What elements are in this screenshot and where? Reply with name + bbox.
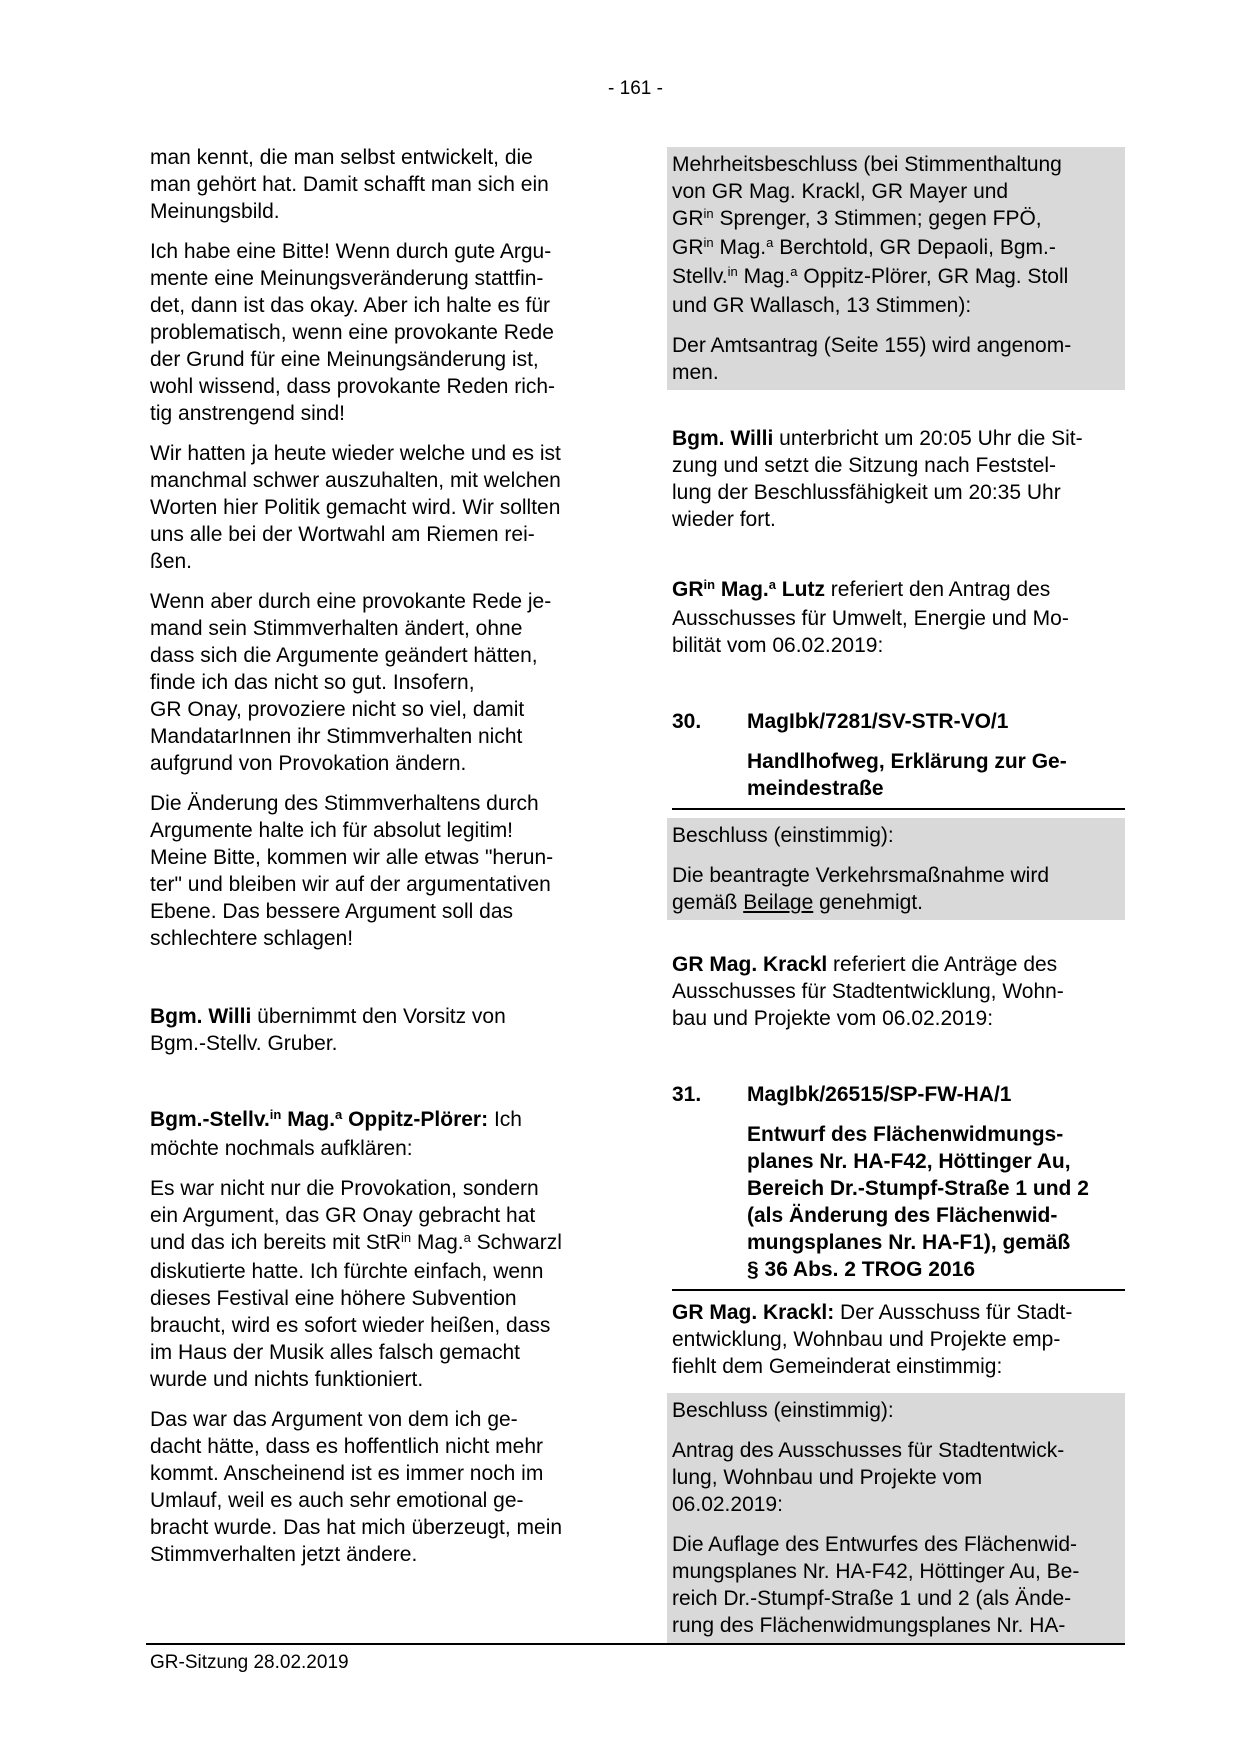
text-run: Die Änderung des Stimmverhaltens durch bbox=[150, 792, 539, 815]
text-run: GR Mag. Krackl bbox=[672, 953, 828, 976]
decision-paragraph bbox=[672, 1397, 1125, 1424]
text-line bbox=[150, 642, 590, 669]
text-run: Ausschusses für Stadtentwicklung, Wohn- bbox=[672, 980, 1064, 1003]
text-run: Entwurf des Flächenwidmungs- bbox=[747, 1123, 1064, 1146]
decision-block bbox=[667, 147, 1125, 390]
text-line bbox=[672, 1437, 1125, 1464]
text-run: Bgm.-Stellv. Gruber. bbox=[150, 1032, 338, 1055]
text-line bbox=[150, 1541, 590, 1568]
text-line bbox=[672, 822, 1125, 849]
text-run: Mag. bbox=[713, 236, 767, 259]
text-line bbox=[150, 588, 590, 615]
text-run: Das war das Argument von dem ich ge- bbox=[150, 1408, 518, 1431]
decision-paragraph bbox=[672, 862, 1125, 916]
text-line bbox=[747, 1175, 1125, 1202]
text-line bbox=[150, 373, 590, 400]
text-run: mand sein Stimmverhalten ändert, ohne bbox=[150, 617, 523, 640]
text-line bbox=[150, 1406, 590, 1433]
text-run: Schwarzl bbox=[470, 1231, 562, 1254]
text-run: Antrag des Ausschusses für Stadtentwick- bbox=[672, 1439, 1065, 1462]
text-line bbox=[150, 171, 590, 198]
text-line bbox=[672, 951, 1125, 978]
paragraph bbox=[150, 238, 590, 427]
text-run: referiert den Antrag des bbox=[824, 578, 1051, 601]
text-run: GR bbox=[672, 207, 704, 230]
agenda-item-title bbox=[747, 748, 1125, 802]
underlined-text-run: Beilage bbox=[743, 891, 814, 914]
text-run: GR Onay, provoziere nicht so viel, damit bbox=[150, 698, 525, 721]
text-line bbox=[150, 750, 590, 777]
text-run: Bgm. Willi bbox=[150, 1005, 252, 1028]
text-run: Lutz bbox=[775, 578, 825, 601]
text-line bbox=[672, 605, 1125, 632]
text-line bbox=[150, 615, 590, 642]
text-run: GR Mag. Krackl: bbox=[672, 1301, 835, 1324]
vertical-spacer bbox=[150, 965, 590, 1003]
text-run: det, dann ist das okay. Aber ich halte es für bbox=[150, 294, 551, 317]
text-run: dacht hätte, dass es hoffentlich nicht mehr bbox=[150, 1435, 544, 1458]
text-run: ßen. bbox=[150, 550, 193, 573]
decision-paragraph bbox=[672, 151, 1125, 319]
text-run: Mag. bbox=[411, 1231, 464, 1254]
text-line bbox=[150, 1229, 590, 1258]
text-run: problematisch, wenn eine provokante Rede bbox=[150, 321, 554, 344]
paragraph bbox=[672, 576, 1125, 659]
vertical-spacer bbox=[672, 1291, 1125, 1299]
text-run: Es war nicht nur die Provokation, sondern bbox=[150, 1177, 539, 1200]
text-run: reich Dr.-Stumpf-Straße 1 und 2 (als Ände- bbox=[672, 1587, 1072, 1610]
text-run: Wenn aber durch eine provokante Rede je- bbox=[150, 590, 552, 613]
text-run: § 36 Abs. 2 TROG 2016 bbox=[747, 1258, 975, 1281]
text-line bbox=[672, 1299, 1125, 1326]
text-run: wohl wissend, dass provokante Reden rich- bbox=[150, 375, 556, 398]
decision-paragraph bbox=[672, 822, 1125, 849]
text-run: tig anstrengend sind! bbox=[150, 402, 345, 425]
text-line bbox=[150, 292, 590, 319]
agenda-item bbox=[672, 1081, 1125, 1283]
text-run: zung und setzt die Sitzung nach Feststel- bbox=[672, 454, 1057, 477]
text-run: GR bbox=[672, 578, 704, 601]
text-line bbox=[672, 1558, 1125, 1585]
text-line bbox=[150, 198, 590, 225]
text-run: Ausschusses für Umwelt, Energie und Mo- bbox=[672, 607, 1069, 630]
left-column bbox=[150, 144, 590, 1581]
text-line bbox=[150, 1285, 590, 1312]
text-run: dass sich die Argumente geändert hätten, bbox=[150, 644, 538, 667]
paragraph bbox=[150, 1003, 590, 1057]
agenda-item-number: 30. bbox=[672, 710, 702, 733]
text-line bbox=[672, 151, 1125, 178]
text-line bbox=[150, 1003, 590, 1030]
text-run: und das ich bereits mit StR bbox=[150, 1231, 401, 1254]
text-line bbox=[150, 1202, 590, 1229]
text-line bbox=[150, 669, 590, 696]
paragraph bbox=[150, 440, 590, 575]
text-line bbox=[672, 576, 1125, 605]
text-run: Beschluss (einstimmig): bbox=[672, 824, 894, 847]
text-line bbox=[150, 817, 590, 844]
text-line bbox=[150, 1030, 590, 1057]
text-run: mungsplanes Nr. HA-F1), gemäß bbox=[747, 1231, 1071, 1254]
text-run: MandatarInnen ihr Stimmverhalten nicht bbox=[150, 725, 523, 748]
text-line bbox=[150, 1312, 590, 1339]
agenda-heading-row bbox=[672, 708, 1125, 735]
text-run: uns alle bei der Wortwahl am Riemen rei- bbox=[150, 523, 535, 546]
text-line bbox=[150, 494, 590, 521]
text-line bbox=[150, 1175, 590, 1202]
text-run: Oppitz-Plörer: bbox=[342, 1108, 489, 1131]
text-line bbox=[150, 871, 590, 898]
text-run: Beschluss (einstimmig): bbox=[672, 1399, 894, 1422]
text-run: Worten hier Politik gemacht wird. Wir sollten bbox=[150, 496, 561, 519]
text-line bbox=[150, 1433, 590, 1460]
text-line bbox=[747, 1148, 1125, 1175]
text-run: in bbox=[703, 577, 716, 592]
text-run: Berchtold, GR Depaoli, Bgm.- bbox=[773, 236, 1056, 259]
text-run: übernimmt den Vorsitz von bbox=[251, 1005, 506, 1028]
footer-text: GR-Sitzung 28.02.2019 bbox=[150, 1652, 349, 1673]
vertical-spacer bbox=[672, 403, 1125, 425]
text-line bbox=[672, 1531, 1125, 1558]
text-run: und GR Wallasch, 13 Stimmen): bbox=[672, 294, 972, 317]
text-run: a bbox=[768, 577, 776, 592]
right-column bbox=[672, 147, 1125, 1656]
text-run: (als Änderung des Flächenwid- bbox=[747, 1204, 1058, 1227]
text-run: unterbricht um 20:05 Uhr die Sit- bbox=[773, 427, 1083, 450]
text-line bbox=[150, 1487, 590, 1514]
text-run: meindestraße bbox=[747, 777, 884, 800]
text-line bbox=[747, 775, 1125, 802]
text-run: Die beantragte Verkehrsmaßnahme wird bbox=[672, 864, 1050, 887]
text-line bbox=[150, 844, 590, 871]
vertical-spacer bbox=[150, 1070, 590, 1106]
text-run: lung der Beschlussfähigkeit um 20:35 Uhr bbox=[672, 481, 1061, 504]
text-line bbox=[672, 506, 1125, 533]
text-line bbox=[150, 1135, 590, 1162]
text-run: GR bbox=[672, 236, 704, 259]
text-run: ter" und bleiben wir auf der argumentativen bbox=[150, 873, 551, 896]
text-run: Wir hatten ja heute wieder welche und es ist bbox=[150, 442, 561, 465]
paragraph bbox=[150, 1406, 590, 1568]
text-line bbox=[150, 521, 590, 548]
text-run: a bbox=[766, 235, 774, 250]
decision-block bbox=[667, 1393, 1125, 1643]
text-run: Bgm.-Stellv. bbox=[150, 1108, 270, 1131]
text-run: in bbox=[703, 206, 714, 221]
paragraph bbox=[672, 1299, 1125, 1380]
text-run: dieses Festival eine höhere Subvention bbox=[150, 1287, 517, 1310]
text-run: man gehört hat. Damit schafft man sich ein bbox=[150, 173, 549, 196]
text-run: schlechtere schlagen! bbox=[150, 927, 354, 950]
text-run: von GR Mag. Krackl, GR Mayer und bbox=[672, 180, 1009, 203]
text-run: in bbox=[400, 1230, 412, 1245]
paragraph bbox=[150, 1106, 590, 1162]
text-run: Stimmverhalten jetzt ändere. bbox=[150, 1543, 418, 1566]
text-line bbox=[672, 1585, 1125, 1612]
text-run: im Haus der Musik alles falsch gemacht bbox=[150, 1341, 520, 1364]
text-line bbox=[150, 898, 590, 925]
paragraph bbox=[150, 144, 590, 225]
text-run: bilität vom 06.02.2019: bbox=[672, 634, 884, 657]
text-line bbox=[672, 205, 1125, 234]
text-run: Handlhofweg, Erklärung zur Ge- bbox=[747, 750, 1067, 773]
decision-block bbox=[667, 818, 1125, 920]
text-run: men. bbox=[672, 361, 719, 384]
decision-paragraph bbox=[672, 1531, 1125, 1639]
text-run: finde ich das nicht so gut. Insofern, bbox=[150, 671, 475, 694]
text-line bbox=[150, 144, 590, 171]
text-line bbox=[747, 1202, 1125, 1229]
text-line bbox=[672, 1326, 1125, 1353]
text-run: Mag. bbox=[715, 578, 769, 601]
text-line bbox=[672, 1612, 1125, 1639]
text-run: in bbox=[269, 1107, 282, 1122]
text-run: manchmal schwer auszuhalten, mit welchen bbox=[150, 469, 561, 492]
text-line bbox=[150, 265, 590, 292]
text-line bbox=[672, 332, 1125, 359]
text-run: Umlauf, weil es auch sehr emotional ge- bbox=[150, 1489, 524, 1512]
text-line bbox=[747, 748, 1125, 775]
text-run: bau und Projekte vom 06.02.2019: bbox=[672, 1007, 994, 1030]
text-line bbox=[672, 1464, 1125, 1491]
text-line bbox=[150, 346, 590, 373]
text-line bbox=[150, 723, 590, 750]
text-run: Oppitz-Plörer, GR Mag. Stoll bbox=[797, 265, 1069, 288]
text-run: Ich habe eine Bitte! Wenn durch gute Argu- bbox=[150, 240, 552, 263]
text-line bbox=[672, 1353, 1125, 1380]
text-line bbox=[150, 548, 590, 575]
text-line bbox=[672, 1005, 1125, 1032]
text-line bbox=[672, 178, 1125, 205]
text-run: man kennt, die man selbst entwickelt, die bbox=[150, 146, 533, 169]
text-line bbox=[150, 1514, 590, 1541]
text-run: möchte nochmals aufklären: bbox=[150, 1137, 413, 1160]
vertical-spacer bbox=[672, 810, 1125, 818]
text-line bbox=[150, 1460, 590, 1487]
vertical-spacer bbox=[672, 672, 1125, 708]
text-run: der Grund für eine Meinungsänderung ist, bbox=[150, 348, 539, 371]
text-run: a bbox=[335, 1107, 343, 1122]
text-run: Bereich Dr.-Stumpf-Straße 1 und 2 bbox=[747, 1177, 1089, 1200]
text-line bbox=[150, 1106, 590, 1135]
text-line bbox=[672, 292, 1125, 319]
text-line bbox=[150, 925, 590, 952]
paragraph bbox=[150, 1175, 590, 1393]
text-run: wieder fort. bbox=[672, 508, 776, 531]
text-line bbox=[672, 263, 1125, 292]
text-run: a bbox=[790, 264, 798, 279]
text-line bbox=[747, 1121, 1125, 1148]
text-run: gemäß bbox=[672, 891, 744, 914]
text-run: mungsplanes Nr. HA-F42, Höttinger Au, Be- bbox=[672, 1560, 1080, 1583]
text-line bbox=[150, 1258, 590, 1285]
text-line bbox=[150, 319, 590, 346]
agenda-heading-row bbox=[672, 1081, 1125, 1108]
text-run: Sprenger, 3 Stimmen; gegen FPÖ, bbox=[713, 207, 1042, 230]
decision-paragraph bbox=[672, 332, 1125, 386]
text-line bbox=[150, 696, 590, 723]
paragraph bbox=[150, 588, 590, 777]
text-run: rung des Flächenwidmungsplanes Nr. HA- bbox=[672, 1614, 1066, 1637]
text-line bbox=[672, 452, 1125, 479]
text-line bbox=[150, 400, 590, 427]
text-run: braucht, wird es sofort wieder heißen, dass bbox=[150, 1314, 551, 1337]
text-run: Ebene. Das bessere Argument soll das bbox=[150, 900, 514, 923]
agenda-item bbox=[672, 708, 1125, 802]
vertical-spacer bbox=[672, 1045, 1125, 1081]
decision-paragraph bbox=[672, 1437, 1125, 1518]
text-line bbox=[150, 238, 590, 265]
text-run: in bbox=[727, 264, 738, 279]
text-run: a bbox=[463, 1230, 471, 1245]
text-run: Meinungsbild. bbox=[150, 200, 280, 223]
paragraph bbox=[672, 951, 1125, 1032]
text-run: 06.02.2019: bbox=[672, 1493, 783, 1516]
text-run: Der Ausschuss für Stadt- bbox=[834, 1301, 1073, 1324]
text-line bbox=[747, 1229, 1125, 1256]
text-run: Argumente halte ich für absolut legitim! bbox=[150, 819, 514, 842]
text-run: Stellv. bbox=[672, 265, 728, 288]
text-run: bracht wurde. Das hat mich überzeugt, mein bbox=[150, 1516, 563, 1539]
text-run: wurde und nichts funktioniert. bbox=[150, 1368, 424, 1391]
agenda-item-code: MagIbk/26515/SP-FW-HA/1 bbox=[747, 1083, 1012, 1106]
agenda-item-code: MagIbk/7281/SV-STR-VO/1 bbox=[747, 710, 1009, 733]
text-run: kommt. Anscheinend ist es immer noch im bbox=[150, 1462, 544, 1485]
text-line bbox=[150, 790, 590, 817]
text-run: referiert die Anträge des bbox=[827, 953, 1058, 976]
text-run: Der Amtsantrag (Seite 155) wird angenom- bbox=[672, 334, 1072, 357]
text-run: in bbox=[703, 235, 714, 250]
text-run: entwicklung, Wohnbau und Projekte emp- bbox=[672, 1328, 1061, 1351]
text-run: planes Nr. HA-F42, Höttinger Au, bbox=[747, 1150, 1071, 1173]
text-line bbox=[150, 1339, 590, 1366]
text-line bbox=[672, 234, 1125, 263]
text-run: Mehrheitsbeschluss (bei Stimmenthaltung bbox=[672, 153, 1062, 176]
text-line bbox=[150, 1366, 590, 1393]
text-run: lung, Wohnbau und Projekte vom bbox=[672, 1466, 983, 1489]
text-run: diskutierte hatte. Ich fürchte einfach, wenn bbox=[150, 1260, 544, 1283]
text-line bbox=[672, 862, 1125, 889]
paragraph bbox=[672, 425, 1125, 533]
agenda-item-number: 31. bbox=[672, 1083, 702, 1106]
text-line bbox=[672, 425, 1125, 452]
text-line bbox=[672, 978, 1125, 1005]
text-line bbox=[672, 479, 1125, 506]
agenda-item-title bbox=[747, 1121, 1125, 1283]
footer-rule bbox=[146, 1643, 1125, 1645]
text-run: ein Argument, das GR Onay gebracht hat bbox=[150, 1204, 536, 1227]
text-run: Mag. bbox=[281, 1108, 336, 1131]
text-run: Mag. bbox=[737, 265, 791, 288]
page-number: - 161 - bbox=[608, 78, 663, 99]
text-run: genehmigt. bbox=[813, 891, 924, 914]
text-line bbox=[672, 889, 1125, 916]
text-run: aufgrund von Provokation ändern. bbox=[150, 752, 467, 775]
text-line bbox=[747, 1256, 1125, 1283]
text-line bbox=[150, 440, 590, 467]
text-run: mente eine Meinungsveränderung stattfin- bbox=[150, 267, 544, 290]
text-run: Ich bbox=[488, 1108, 522, 1131]
text-run: Die Auflage des Entwurfes des Flächenwid- bbox=[672, 1533, 1078, 1556]
paragraph bbox=[150, 790, 590, 952]
text-run: Meine Bitte, kommen wir alle etwas "herun- bbox=[150, 846, 554, 869]
text-line bbox=[672, 632, 1125, 659]
vertical-spacer bbox=[672, 933, 1125, 951]
text-line bbox=[672, 1397, 1125, 1424]
text-line bbox=[672, 1491, 1125, 1518]
text-line bbox=[150, 467, 590, 494]
vertical-spacer bbox=[672, 546, 1125, 576]
text-run: fiehlt dem Gemeinderat einstimmig: bbox=[672, 1355, 1003, 1378]
text-line bbox=[672, 359, 1125, 386]
text-run: Bgm. Willi bbox=[672, 427, 774, 450]
